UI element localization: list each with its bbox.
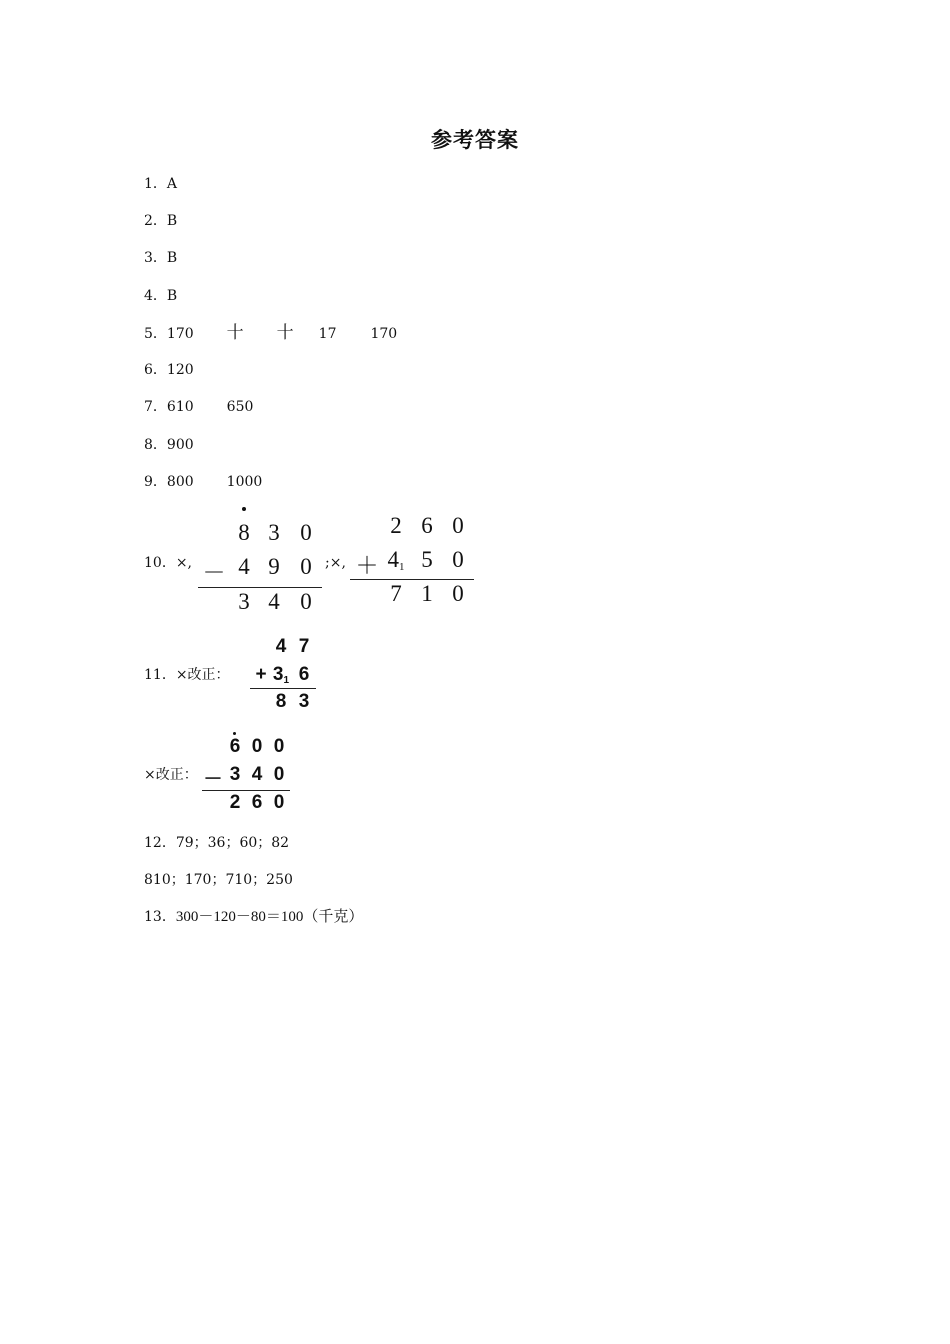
answer-text: 300－120－80＝100（千克） (175, 909, 364, 925)
answer-item: 800 (166, 474, 194, 490)
digit: 0 (300, 554, 312, 579)
answer-number: 3． (144, 250, 167, 266)
digit: 3 (238, 589, 250, 614)
vertical-addition-260-450 (350, 505, 476, 620)
answer-mark: ×, (175, 555, 193, 571)
digit: 0 (452, 581, 464, 606)
answer-11 (144, 665, 230, 685)
digit: 8 (275, 691, 287, 712)
digit: 6 (298, 664, 310, 685)
answer-text: 900 (166, 437, 194, 453)
answer-item: 十 (276, 323, 294, 343)
answer-item: 170 (166, 326, 194, 342)
digit: 3 (268, 520, 280, 545)
vertical-addition-47-36 (248, 634, 320, 716)
answer-number: 10． (144, 555, 176, 571)
result-line (198, 587, 322, 588)
digit: 4 (268, 589, 280, 614)
digit: 0 (452, 513, 464, 538)
digit: 0 (300, 589, 312, 614)
answer-item: 650 (226, 399, 254, 415)
digit: 7 (390, 581, 402, 606)
answer-number: 12． (144, 835, 176, 851)
answer-4 (144, 286, 177, 306)
digit: 2 (390, 513, 402, 538)
operator: － (202, 560, 226, 585)
answer-number: 6． (144, 362, 167, 378)
digit: 0 (273, 792, 285, 813)
answer-item: 170 (370, 326, 398, 342)
result-line (350, 579, 474, 580)
answer-item: 17 (318, 326, 337, 342)
answer-number: 7． (144, 399, 167, 415)
answer-number: 8． (144, 437, 167, 453)
operator: － (203, 769, 223, 790)
answer-text: B (166, 288, 178, 304)
page-title: 参考答案 (431, 127, 519, 152)
answer-text: 79；36；60；82 (175, 835, 290, 851)
answer-3 (144, 248, 177, 268)
digit: 2 (229, 792, 241, 813)
digit-with-carry (380, 547, 412, 573)
digit: 0 (300, 520, 312, 545)
answer-text: 120 (166, 362, 194, 378)
vertical-subtraction-600-340 (202, 730, 294, 820)
answer-8 (144, 435, 194, 455)
answer-item: 610 (166, 399, 194, 415)
answer-text: B (166, 213, 178, 229)
operator: ＋ (355, 553, 379, 578)
vertical-subtraction-830-490 (196, 505, 326, 620)
digit: 5 (421, 547, 433, 572)
answer-1 (144, 174, 177, 194)
answer-number: 2． (144, 213, 167, 229)
answer-5 (144, 323, 397, 344)
digit: 0 (273, 736, 285, 757)
digit: 4 (251, 764, 263, 785)
answer-number: 11． (144, 667, 176, 683)
result-line (202, 790, 290, 791)
digit: 8 (238, 520, 250, 545)
answer-number: 4． (144, 288, 167, 304)
digit: 4 (238, 554, 250, 579)
result-line (250, 688, 316, 689)
operator: + (255, 664, 267, 685)
digit: 0 (452, 547, 464, 572)
answer-12-line-2: 810；170；710；250 (144, 872, 293, 888)
digit: 7 (298, 636, 310, 657)
answer-10 (144, 553, 192, 573)
answer-11-part-2 (144, 765, 198, 785)
digit: 3 (298, 691, 310, 712)
answer-6 (144, 360, 194, 380)
answer-10-mark-2: ;×, (325, 555, 346, 571)
carry-digit: 1 (283, 675, 290, 686)
digit: 6 (251, 792, 263, 813)
answer-13 (144, 907, 363, 927)
digit: 3 (272, 664, 284, 685)
answer-text: B (166, 250, 178, 266)
digit: 4 (275, 636, 287, 657)
digit: 6 (229, 736, 241, 757)
answer-number: 1． (144, 176, 167, 192)
answer-number: 9． (144, 474, 167, 490)
answer-9 (144, 472, 262, 492)
answer-mark: ×改正： (175, 667, 230, 683)
answer-2 (144, 211, 177, 231)
answer-item: 十 (226, 323, 244, 343)
answer-item: 1000 (226, 474, 263, 490)
digit: 9 (268, 554, 280, 579)
borrow-dot (242, 507, 246, 511)
borrow-dot (233, 732, 236, 735)
answer-12 (144, 833, 289, 853)
answer-number: 5． (144, 326, 167, 342)
digit: 3 (229, 764, 241, 785)
answer-mark: ×改正： (144, 767, 198, 783)
digit: 0 (251, 736, 263, 757)
digit: 6 (421, 513, 433, 538)
digit: 1 (421, 581, 433, 606)
answer-7 (144, 397, 253, 417)
answer-number: 13． (144, 909, 176, 925)
digit-with-carry (270, 664, 292, 686)
answer-text: A (166, 176, 178, 192)
digit: 0 (273, 764, 285, 785)
digit: 4 (387, 547, 399, 572)
carry-digit: 1 (399, 561, 405, 573)
